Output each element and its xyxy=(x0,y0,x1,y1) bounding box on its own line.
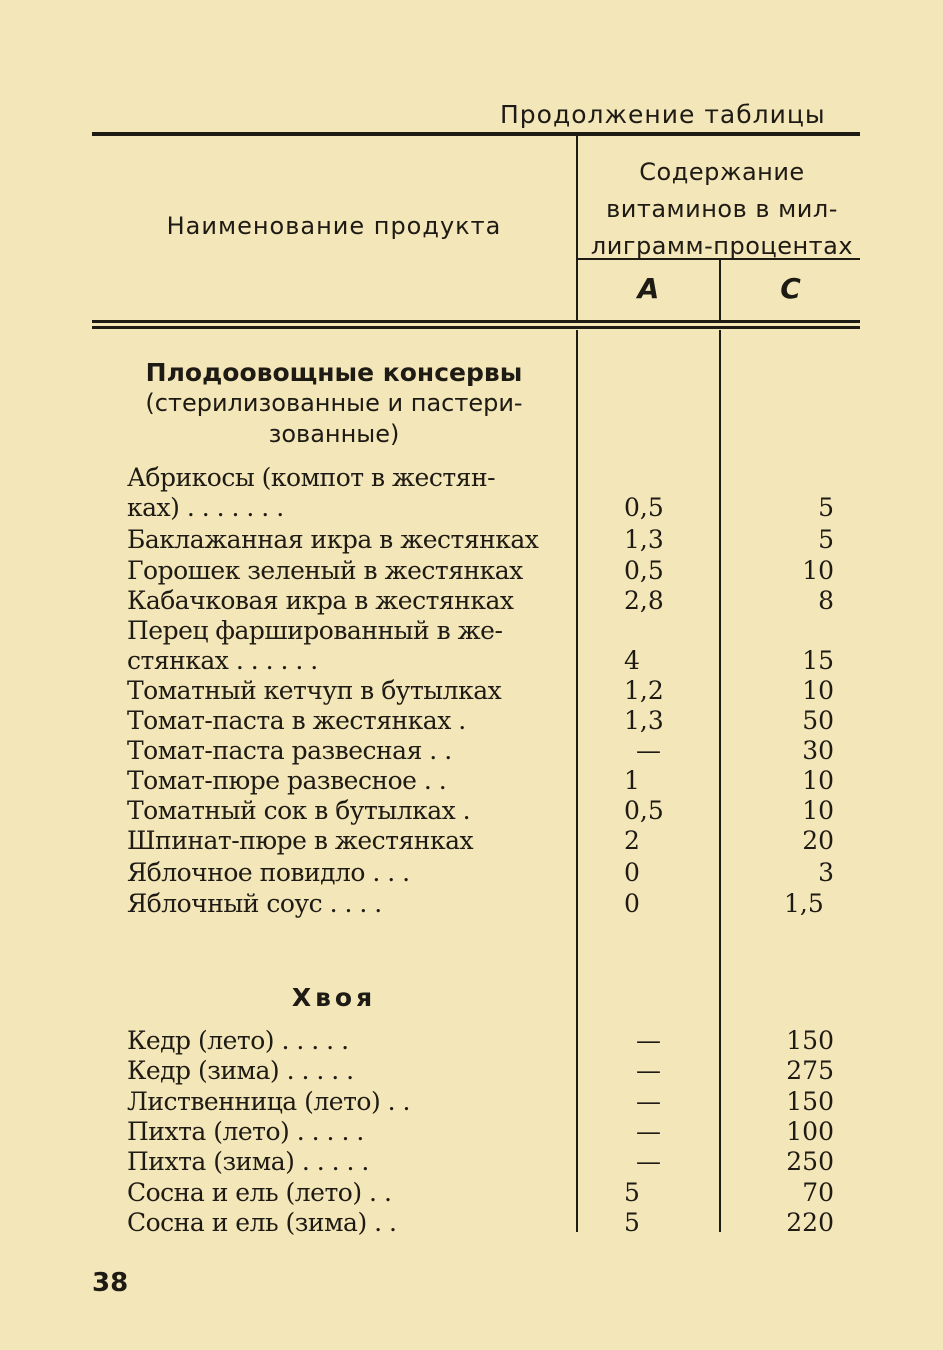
row-name-line2: ках) . . . . . . . xyxy=(127,493,284,522)
row-value-a: 2,8 xyxy=(624,586,664,615)
header-content-line2: витаминов в мил- xyxy=(606,195,838,223)
row-name: Пихта (лето) . . . . . xyxy=(127,1117,364,1146)
row-value-a: 1,2 xyxy=(624,676,664,705)
row-name-line2: стянках . . . . . . xyxy=(127,646,318,675)
header-content-line1: Содержание xyxy=(639,158,805,186)
table-row xyxy=(0,1208,943,1238)
row-value-c: 5 xyxy=(818,525,834,554)
row-value-c: 250 xyxy=(786,1147,834,1176)
row-value-a: 1,3 xyxy=(624,525,664,554)
row-value-a: 5 xyxy=(624,1178,640,1207)
row-value-c: 10 xyxy=(802,796,834,825)
row-value-c: 150 xyxy=(786,1087,834,1116)
row-name: Яблочное повидло . . . xyxy=(127,858,410,887)
row-value-c: 275 xyxy=(786,1056,834,1085)
table-row xyxy=(0,1026,943,1056)
row-name-line1: Перец фаршированный в же- xyxy=(127,616,503,645)
row-value-a: 0,5 xyxy=(624,556,664,585)
row-name: Шпинат-пюре в жестянках xyxy=(127,826,474,855)
row-name: Кедр (лето) . . . . . xyxy=(127,1026,349,1055)
row-value-c: 1,5 xyxy=(784,889,824,918)
row-value-c: 30 xyxy=(802,736,834,765)
row-name: Лиственница (лето) . . xyxy=(127,1087,410,1116)
row-name: Кедр (зима) . . . . . xyxy=(127,1056,354,1085)
row-name: Томат-паста в жестянках . xyxy=(127,706,466,735)
top-rule xyxy=(92,132,860,136)
row-value-c: 10 xyxy=(802,556,834,585)
table-row xyxy=(0,676,943,706)
table-row xyxy=(0,1147,943,1177)
table-row xyxy=(0,556,943,586)
row-name: Томатный сок в бутылках . xyxy=(127,796,471,825)
table-row xyxy=(0,826,943,856)
row-value-a: — xyxy=(636,1056,661,1085)
row-name: Пихта (зима) . . . . . xyxy=(127,1147,369,1176)
row-name: Томат-пюре развесное . . xyxy=(127,766,447,795)
table-row xyxy=(0,858,943,888)
row-name: Сосна и ель (зима) . . xyxy=(127,1208,397,1237)
row-value-a: 2 xyxy=(624,826,640,855)
row-value-a: 4 xyxy=(624,646,640,675)
section-title-conifer: Хвоя xyxy=(291,983,377,1012)
header-content-line3: лиграмм-процентах xyxy=(590,232,854,260)
row-value-c: 20 xyxy=(802,826,834,855)
table-row xyxy=(0,1178,943,1208)
table-row xyxy=(0,766,943,796)
header-double-rule-1 xyxy=(92,320,860,323)
row-value-c: 10 xyxy=(802,676,834,705)
row-name: Горошек зеленый в жестянках xyxy=(127,556,523,585)
section1-title-line3: зованные) xyxy=(268,420,400,448)
row-value-c: 70 xyxy=(802,1178,834,1207)
row-name: Томатный кетчуп в бутылках xyxy=(127,676,502,705)
table-row xyxy=(0,525,943,555)
table-row xyxy=(0,706,943,736)
row-value-c: 50 xyxy=(802,706,834,735)
row-name: Томат-паста развесная . . xyxy=(127,736,452,765)
table-row xyxy=(0,889,943,919)
header-col-c: C xyxy=(780,272,801,305)
page-number: 38 xyxy=(92,1268,129,1298)
row-value-a: 0,5 xyxy=(624,796,664,825)
row-value-c: 100 xyxy=(786,1117,834,1146)
row-value-a: — xyxy=(636,1147,661,1176)
row-value-a: — xyxy=(636,1087,661,1116)
header-vitamin-content xyxy=(578,154,866,265)
table-row xyxy=(0,1087,943,1117)
table-row xyxy=(0,1056,943,1086)
table-row xyxy=(0,1117,943,1147)
row-name-line1: Абрикосы (компот в жестян- xyxy=(127,463,496,492)
row-value-a: 5 xyxy=(624,1208,640,1237)
row-name: Баклажанная икра в жестянках xyxy=(127,525,539,554)
row-name: Яблочный соус . . . . xyxy=(127,889,382,918)
row-value-c: 5 xyxy=(818,493,834,522)
row-value-c: 3 xyxy=(818,858,834,887)
continuation-note: Продолжение таблицы xyxy=(500,100,826,129)
row-value-c: 150 xyxy=(786,1026,834,1055)
row-value-a: 1,3 xyxy=(624,706,664,735)
row-name: Кабачковая икра в жестянках xyxy=(127,586,514,615)
header-product-name: Наименование продукта xyxy=(166,212,502,240)
row-value-a: 1 xyxy=(624,766,640,795)
row-value-a: 0 xyxy=(624,889,640,918)
table-row xyxy=(0,736,943,766)
table-row xyxy=(0,586,943,616)
row-value-a: — xyxy=(636,1117,661,1146)
row-value-c: 8 xyxy=(818,586,834,615)
header-double-rule-2 xyxy=(92,326,860,329)
row-value-c: 15 xyxy=(802,646,834,675)
section1-title-line2: (стерилизованные и пастери- xyxy=(145,389,523,417)
table-row xyxy=(0,796,943,826)
section1-title-line1: Плодоовощные консервы xyxy=(145,358,523,387)
row-value-a: 0 xyxy=(624,858,640,887)
row-value-a: 0,5 xyxy=(624,493,664,522)
row-value-a: — xyxy=(636,736,661,765)
row-value-a: — xyxy=(636,1026,661,1055)
row-value-c: 220 xyxy=(786,1208,834,1237)
row-value-c: 10 xyxy=(802,766,834,795)
row-name: Сосна и ель (лето) . . xyxy=(127,1178,392,1207)
section-title-canned xyxy=(92,357,576,450)
header-col-a: A xyxy=(637,272,660,305)
